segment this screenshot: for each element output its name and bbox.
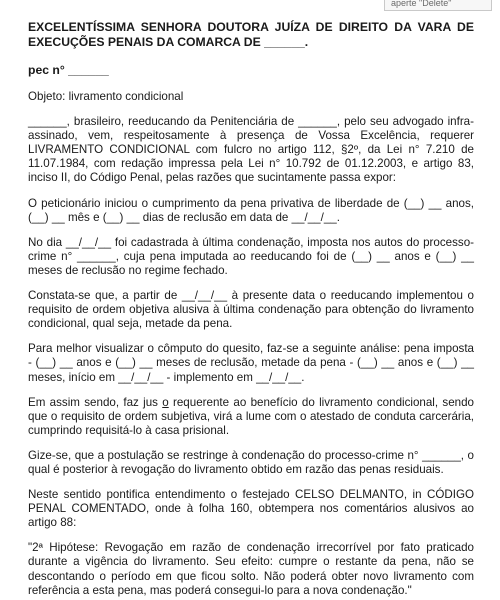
paragraph-requisito-objetivo: Constata-se que, a partir de __/__/__ à presente data o reeducando implementou o requisito de ordem objetiva alusiva à última condenação para obtenção do livramento condicional, qual seja, metade da pena. [28,289,474,331]
paragraph-requisito-subjetivo [28,396,474,438]
p6-text-after: requerente ao benefício do livramento condicional, sendo que o requisito de ordem subjetiva, virá a lume com o atestado de conduta carcerária, cumprindo requisitá-lo à casa prisional. [28,395,474,437]
pec-number-line: pec n° ______ [28,63,109,77]
paragraph-computo: Para melhor visualizar o cômputo do quesito, faz-se a seguinte análise: pena imposta - (__) __ anos e (__) __ meses de reclusão, metade da pena - (__) __ anos e (__) __ meses, início em __/__/__ - implemento em __/__/__. [28,342,474,384]
paragraph-quote: "2ª Hipótese: Revogação em razão de condenação irrecorrível por fato praticado durante a vigência do livramento. Seu efeito: cumpre o restante da pena, não se descontando o período em que ficou solto. Não poderá obter novo livramento com referência a esta pena, mas poderá consegui-lo para a nova condenação." [28,541,474,597]
objeto-line: Objeto: livramento condicional [28,90,184,103]
document-page [28,20,474,598]
paragraph-delmanto: Neste sentido pontifica entendimento o festejado CELSO DELMANTO, in CÓDIGO PENAL COMENTADO, onde à folha 160, obtempera nos comentários alusivos ao artigo 88: [28,488,474,530]
p6-text-before: Em assim sendo, faz jus [28,395,163,409]
paragraph-postulacao: Gize-se, que a postulação se restringe à condenação do processo-crime n° ______, o qual é posterior à revogação do livramento obtido em razão das penas residuais. [28,448,474,476]
p6-underlined-o: o [162,395,169,409]
paragraph-qualification: ______, brasileiro, reeducando da Penitenciária de ______, pelo seu advogado infra-assinado, vem, respeitosamente à presença de Vossa Excelência, requerer LIVRAMENTO CONDICIONAL com fulcro no artigo 112, §2º, da Lei n° 7.210 de 11.07.1984, com redação impressa pela Lei n° 10.792 de 01.12.2003, e artigo 83, inciso II, do Código Penal, pelas razões que sucintamente passa expor: [28,115,474,185]
delete-hint-tab: aperte "Delete" [384,0,492,11]
paragraph-ultima-condenacao: No dia __/__/__ foi cadastrada à última condenação, imposta nos autos do processo-crime n° ______, cuja pena imputada ao reeducando foi de (__) __ anos e (__) __ meses de reclusão no regime fechado. [28,235,474,277]
paragraph-inicio-cumprimento: O peticionário iniciou o cumprimento da pena privativa de liberdade de (__) __ anos, (__) __ mês e (__) __ dias de reclusão em data de __/__/__. [28,196,474,224]
document-heading: EXCELENTÍSSIMA SENHORA DOUTORA JUÍZA DE DIREITO DA VARA DE EXECUÇÕES PENAIS DA COMARCA DE ______. [28,20,474,49]
